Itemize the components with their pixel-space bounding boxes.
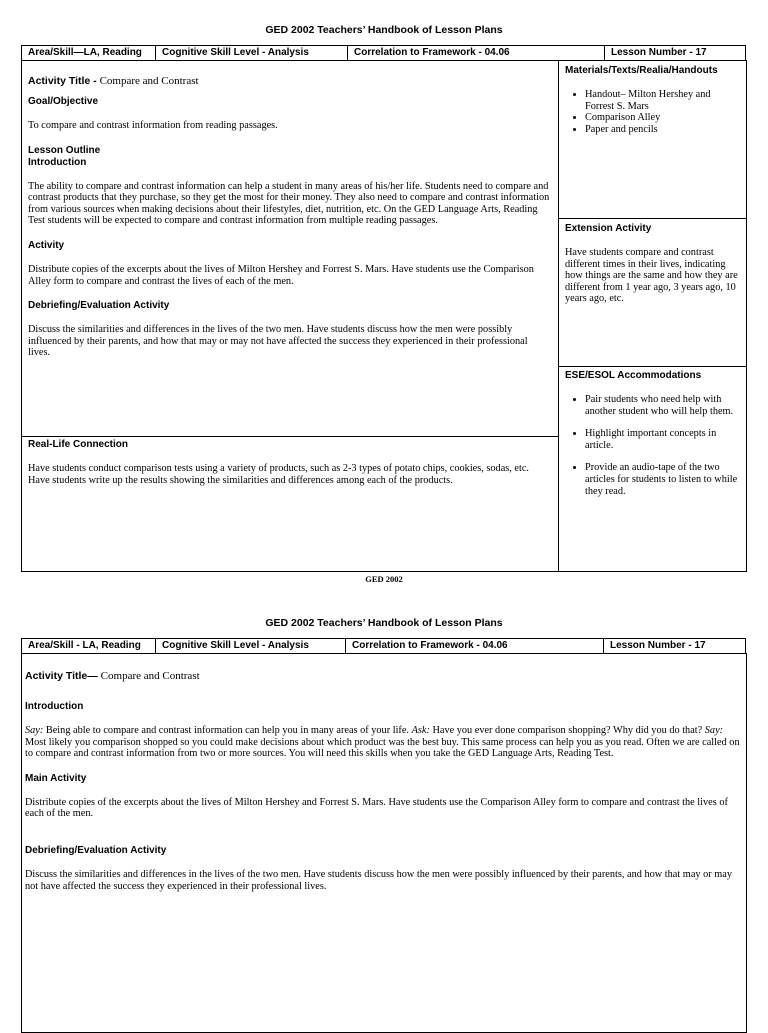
activity-title (28, 75, 552, 87)
correlation-cell: Correlation to Framework - 04.06 (346, 639, 604, 653)
materials-item: • Comparison Alley (585, 112, 740, 124)
activity-text: Distribute copies of the excerpts about the lives of Milton Hershey and Forrest S. Mars. Have students use the Comparison Alley form to compare and contrast the lives of each of the men. (28, 263, 534, 287)
lesson-main-box (21, 60, 559, 437)
real-life-text: Have students conduct comparison tests using a variety of products, such as 2-3 types of potato chips, cookies, sodas, etc. Have students write up the results showing the similarities and differences among each of the products. (28, 463, 530, 486)
ask-label: Ask: (411, 725, 430, 736)
lesson-number-cell: Lesson Number - 17 (610, 640, 706, 651)
say-label: Say: (704, 725, 724, 736)
page2-main-box (21, 653, 747, 1033)
materials-list (565, 89, 740, 135)
activity-title-label: Activity Title— (25, 670, 101, 682)
main-activity-text: Distribute copies of the excerpts about the lives of Milton Hershey and Forrest S. Mars. Have students use the Comparison Alley form to compare and contrast the lives of each of the men. (25, 796, 728, 820)
extension-box (558, 218, 747, 367)
ese-esol-item: • Highlight important concepts in article. (585, 428, 740, 451)
extension-heading: Extension Activity (565, 223, 652, 234)
page2-introduction-text (25, 725, 742, 760)
page2-introduction-heading: Introduction (25, 701, 84, 712)
materials-item: • Handout– Milton Hershey and Forrest S. Mars (585, 89, 740, 112)
debriefing-text: Discuss the similarities and differences in the lives of the two men. Have students discuss how the men were possibly influenced by their parents, and how that may or may not have affected the success they experienced in their professional lives. (28, 324, 528, 359)
goal-heading: Goal/Objective (28, 96, 99, 107)
page2-debriefing-text: Discuss the similarities and differences in the lives of the two men. Have students discuss how the men were possibly influenced by their parents, and how that may or may not have affected the success they experienced in their professional lives. (25, 868, 732, 892)
page1-header-row (21, 45, 746, 61)
introduction-text: The ability to compare and contrast information can help a student in many areas of his/her life. Students need to compare and contrast products that they purchase, so they get the most for their money. They also need to compare and contrast information from various sources when making decisions about their lifestyles, diet, nutrition, etc. On the GED Language Arts, Reading Test students will be expected to compare and contrast information from multiple reading passages. (28, 180, 550, 227)
activity-title-label: Activity Title - (28, 75, 100, 87)
say-label: Say: (25, 725, 44, 736)
page2-activity-title (25, 670, 742, 682)
cognitive-skill-cell: Cognitive Skill Level - Analysis (156, 46, 348, 60)
materials-box (558, 60, 747, 219)
page2-header-row (21, 638, 746, 654)
goal-text: To compare and contrast information from reading passages. (28, 120, 278, 131)
introduction-heading: Introduction (28, 156, 87, 168)
activity-title-text: Compare and Contrast (99, 75, 199, 87)
page1-handbook-title: GED 2002 Teachers’ Handbook of Lesson Plans (265, 24, 503, 36)
main-activity-heading: Main Activity (25, 772, 87, 784)
say-text: Being able to compare and contrast information can help you in many areas of your life. (43, 725, 412, 736)
real-life-heading: Real-Life Connection (28, 439, 129, 450)
correlation-cell: Correlation to Framework - 04.06 (348, 46, 605, 60)
real-life-box (21, 436, 559, 572)
lesson-outline-heading: Lesson Outline (28, 144, 101, 156)
area-skill-cell: Area/Skill—LA, Reading (22, 46, 156, 60)
activity-heading: Activity (28, 239, 65, 251)
cognitive-skill-cell: Cognitive Skill Level - Analysis (156, 639, 346, 653)
materials-heading: Materials/Texts/Realia/Handouts (565, 65, 718, 76)
ese-esol-item: • Pair students who need help with another student who will help them. (585, 394, 740, 417)
ask-text: Have you ever done comparison shopping? Why did you do that? (429, 725, 705, 736)
extension-text: Have students compare and contrast different times in their lives, indicating how things are the same and how they are different from 1 year ago, 3 years ago, 10 years ago, etc. (565, 247, 738, 305)
say-text: Most likely you comparison shopped so you could make decisions about which product was the best buy. This same process can help you as you read. Often we are called on to compare and contrast information from two or more sources. You will need this skills when you take the GED Language Arts, Reading Test. (25, 736, 740, 760)
ese-esol-item: • Provide an audio-tape of the two articles for students to listen to while they read. (585, 462, 740, 497)
activity-title-text: Compare and Contrast (100, 670, 200, 682)
ese-esol-list (565, 394, 740, 497)
debriefing-heading: Debriefing/Evaluation Activity (28, 300, 170, 312)
ese-esol-box (558, 366, 747, 572)
page2-handbook-title: GED 2002 Teachers’ Handbook of Lesson Plans (265, 617, 503, 629)
page2-debriefing-heading: Debriefing/Evaluation Activity (25, 844, 167, 856)
ese-esol-heading: ESE/ESOL Accommodations (565, 370, 702, 381)
area-skill-cell: Area/Skill - LA, Reading (22, 639, 156, 653)
page1-footer: GED 2002 (365, 574, 403, 584)
materials-item: • Paper and pencils (585, 124, 740, 136)
lesson-number-cell: Lesson Number - 17 (611, 47, 707, 58)
